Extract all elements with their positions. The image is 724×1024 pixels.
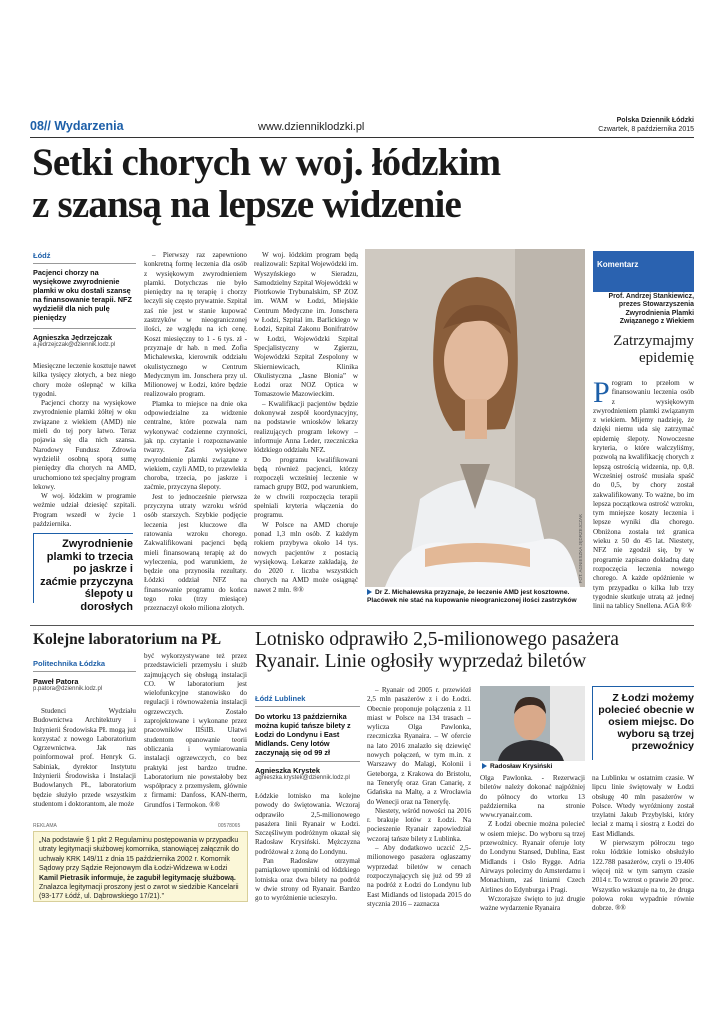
comment-byline: Prof. Andrzej Stankiewicz, prezes Stowarzyszenia Zwyrodnienia Plamki Związanego z Wiekiem <box>608 293 694 325</box>
paragraph: Z Łodzi obecnie można polecieć w osiem miejsc. Do wyboru są trzej przewoźnicy. Ryanair oferuje loty do Londynu Stansed, Dublina, East Midlands i Oslo Rygge. Adria Airways polecimy do Amsterdamu i Monachium, zaś liniami Czech Airlines do Edynburga i Pragi. <box>480 820 585 894</box>
airport-author-email[interactable]: agnieszka.krystek@dziennik.lodz.pl <box>255 775 350 781</box>
paragraph: – Aby dodatkowo uczcić 2,5-milionowego pasażera ogłaszamy wyprzedaż biletów w cenach rozpoczynających się już od 99 zł na podróż z Łodzi do Londynu lub East Midlands od listopada 2015 do stycznia 2016 – zaznacza <box>367 844 471 908</box>
airport-lead: Do wtorku 13 października można kupić tańsze bilety z Łodzi do Londynu i East Midlands. Ceny lotów zaczynają się od 99 zł <box>255 712 351 757</box>
notice-text-2: Znalazca legitymacji proszony jest o zwrot w siedzibie Kancelarii (93-177 Łódź, ul. Dąbrowskiego 17/21).” <box>39 884 239 901</box>
paragraph: być wykorzystywane też przez przedstawicieli przemysłu i służb zajmujących się obsługą instalacji CO. W laboratorium jest wielofunkcyjne stanowisko do regulacji i równoważenia instalacji ogrzewczych. Zostało zaprojektowane i wykonane przez pracowników IIŚiIB. Ułatwi studentom opanowanie teorii obliczania i wymiarowania instalacji ogrzewczych, co bez praktyki jest bardzo trudne. Laboratorium nie powstałoby bez współpracy z przemysłem, głównie z firmami: Danfoss, KAN-therm, Grundfos i Termokon. ®® <box>144 652 247 809</box>
author-name: Agnieszka Jędrzejczak <box>33 333 113 342</box>
paragraph: Pan Radosław otrzymał pamiątkowe upominki od łódzkiego lotniska oraz dwa bilety na podróż w dwie strony od Ryanair. Bardzo go to wyróżnienie ucieszyło. <box>255 857 360 903</box>
paragraph: – Ryanair od 2005 r. przewiózł 2,5 mln pasażerów z i do Łodzi. Obecnie proponuje połączenia z 11 miast w Polsce na 134 trasach – wylicza Olga Pawlonka, rzeczniczka Ryanaira. – W ofercie na lato 2016 znalazło się dziewięć nowych połączeń, w tym m.in. z Warszawy do Malagi, Kolonii i Geteborga, z Krakowa do Bristolu, na Teneryfę oraz Gran Canarię, z Gdańska na Maltę, a z Wrocławia do Wenecji oraz na Teneryfę. <box>367 686 471 806</box>
photo-caption: Dr Z. Michalewska przyznaje, że leczenie AMD jest kosztowne. Placówek nie stać na kupowanie nieograniczonej ilości zastrzyków <box>367 589 577 604</box>
paragraph: Olga Pawlonka. - Rezerwacji biletów należy dokonać najpóźniej do północy do wtorku 13 października na stronie www.ryanair.com. <box>480 774 585 820</box>
airport-pull-quote-box <box>592 686 694 760</box>
drop-cap: P <box>593 376 610 409</box>
comment-header <box>593 251 694 269</box>
passenger-photo <box>480 686 585 761</box>
airport-headline-1: Lotnisko odprawiło 2,5-milionowego pasażera <box>255 629 619 650</box>
paper-name: Polska Dziennik Łódzki <box>616 117 694 124</box>
paragraph: Niestety, wśród nowości na 2016 r. brakuje lotów z Łodzi. Na pocieszenie Ryanair zapowiedział wczoraj tańsze bilety z Lublinka. <box>367 806 471 843</box>
main-col-1 <box>33 251 136 529</box>
issue-date: Czwartek, 8 października 2015 <box>598 126 694 133</box>
paragraph: Jest to jednocześnie pierwsza przyczyna utraty wzroku wśród osób starszych. Szybkie podjęcie leczenia jest kluczowe dla ratowania wzroku chorego. Zakwalifikowani pacjenci będą mieli finansowaną terapię aż do wyleczenia, pod warunkiem, że będzie ona przynosiła rezultaty. Łódzki oddział NFZ na finansowanie programu do końca tego roku (trzy miesiące) przeznaczył około miliona złotych. <box>144 492 247 613</box>
comment-photo-strip <box>593 269 694 292</box>
website-url[interactable]: www.dzienniklodzki.pl <box>258 121 365 133</box>
notice-box <box>33 831 248 902</box>
pull-quote: Zwyrodnienie plamki to trzecia po jaskrze i zaćmie przyczyna ślepoty u dorosłych <box>40 538 133 613</box>
paragraph: Pacjenci chorzy na wysiękowe zwyrodnienie plamki żółtej w oku związane z wiekiem (AMD) nie mieli do tej pory łatwo. Teraz pojawia się dla nich szansa. Narodowy Fundusz Zdrowia wydzielił osobną sporą sumę pieniędzy dla chorych na AMD, uruchomiono też specjalny program lekowy. <box>33 399 136 491</box>
headline-line-2: z szansą na lepsze widzenie <box>32 183 462 226</box>
notice-bold: Kamil Pietrasik informuje, że zagubił legitymację służbową. <box>39 874 236 882</box>
main-col-3 <box>254 251 358 595</box>
passenger-illustration <box>480 686 585 761</box>
paragraph: Wczorajsze święto to już drugie ważne wydarzenie Ryanaira <box>480 894 585 913</box>
lab-author-email[interactable]: p.patora@dziennik.lodz.pl <box>33 686 103 692</box>
comment-text: rogram to przełom w finansowaniu leczenia osób z wysiękowym zwyrodnieniem plamki związanym z wiekiem. Mijemy nadzieję, że dzięki niemu uda się zatrzymać epidemię ślepoty. Nowoczesne kryteria, o które walczyliśmy, pozwolą na kwalifikację chorych z lepszą ostrością widzenia, np. 0,8. Wcześniej ostrość musiała spaść do 0,5, by chory został zakwalifikowany. To ważne, bo im lepsza początkowa ostrość wzroku, tym mniejsze koszty leczenia i lepsze wyniki dla chorego. Obniżona została też granica wieku z 50 do 45 lat. Niestety, NFZ nie zgodził się, by w programie zapisano dokładną datę rozpoczęcia leczenia nowego chorego. A każde opóźnienie w tym przypadku o kilka lub trzy tygodnie skutkuje utratą aż jednej linii na tablicy Snellena. AGA ®® <box>593 379 694 611</box>
lab-author: Paweł Patora <box>33 677 79 686</box>
airport-col-2 <box>367 686 471 909</box>
comment-label: Komentarz <box>597 260 639 269</box>
passenger-caption: Radosław Krysiński <box>482 763 582 771</box>
paragraph: W pierwszym półroczu tego roku łódzkie lotnisko obsłużyło 122.788 pasażerów, czyli o 19.406 więcej niż w tym samym czasie 2014 r. To wzrost o prawie 20 proc. Wszystko wskazuje na to, że druga połowa roku wypadnie równie dobrze. ®® <box>592 839 694 913</box>
paragraph: Studenci Wydziału Budownictwa Architektury i Inżynierii Środowiska PŁ mogą już korzystać z nowego Laboratorium Ogrzewnictwa. Jak nas poinformował prof. Henryk G. Sabiniak, dyrektor Instytutu Inżynierii Środowiska i Instalacji Budowlanych PŁ, laboratorium będzie służyło przede wszystkim studentom i doktorantom, ale może <box>33 707 136 808</box>
airport-pull-quote: Z Łodzi możemy polecieć obecnie w osiem miejsc. Do wyboru są trzej przewoźnicy <box>598 692 694 752</box>
doctor-photo <box>365 249 585 587</box>
main-headline <box>32 142 672 226</box>
author-email[interactable]: a.jedrzejczak@dziennik.lodz.pl <box>33 342 116 348</box>
caption-triangle-icon <box>367 589 372 595</box>
notice-id: 00578065 <box>218 823 241 829</box>
doctor-illustration <box>365 249 585 587</box>
headline-line-1: Setki chorych w woj. łódzkim <box>32 141 501 184</box>
article-body <box>33 362 136 529</box>
airport-headline <box>255 629 700 673</box>
comment-title: Zatrzymajmy epidemię <box>613 333 694 366</box>
paragraph: Miesięczne leczenie kosztuje nawet kilka tysięcy złotych, a bez niego chory może oślepnąć w kilka tygodni. <box>33 362 136 398</box>
main-col-2 <box>144 251 247 614</box>
article-lead: Pacjenci chorzy na wysiękowe zwyrodnienie plamki w oku dostali szansę na finansowanie terapii. NFZ wydzielił dla nich pulę pieniędzy <box>33 268 132 322</box>
paragraph: Plamka to miejsce na dnie oka odpowiedzialne za widzenie centralne, które pozwala nam wykonywać codzienne czynności, jak np. czytanie i rozpoznawanie twarzy. Zaś wysiękowe zwyrodnienie plamki związane z wiekiem, czyli AMD, to przewlekła choroba, trzecia, po jaskrze i zaćmie, przyczyna ślepoty. <box>144 399 247 492</box>
pull-quote-box <box>33 533 133 613</box>
paragraph: na Lublinku w ostatnim czasie. W lipcu linie świętowały w Łodzi obsługę 40 mln pasażerów w Polsce. Wtedy wyróżniony został trzylatni Jakub Przybylski, który leciał z mamą i siostrą z Łodzi do East Midlands. <box>592 774 694 838</box>
notice-label: REKLAMA <box>33 823 57 829</box>
paragraph: W Polsce na AMD choruje ponad 1,3 mln osób. Z każdym rokiem przybywa około 14 tys. nowych pacjentów z postacią wysiękową. Lekarze zakładają, że do 2020 r. liczba wszystkich chorych na AMD może osiągnąć nawet 2 mln. ®® <box>254 520 358 594</box>
airport-location: Łódź Lublinek <box>255 694 306 703</box>
lab-col-1 <box>33 707 136 809</box>
paragraph: Łódzkie lotnisko ma kolejne powody do świętowania. Wczoraj odprawiło 2,5-milionowego pasażera linii Ryanair w Łodzi. Szczęśliwym podróżnym okazał się Radosław Krysiński. Mężczyzna podróżował z żoną do Londynu. <box>255 792 360 856</box>
airport-headline-2: Ryanair. Linie ogłosiły wyprzedaż biletów <box>255 651 587 672</box>
article-location: Łódź <box>33 251 51 260</box>
photo-credit: FOT. AGNIESZKA JĘDRZEJCZAK <box>578 513 583 583</box>
header-rule <box>30 137 694 138</box>
notice-text: „Na podstawie § 1 pkt 2 Regulaminu postępowania w przypadku utraty legitymacji służbowej komornika, stanowiącej załącznik do uchwały KRK 149/11 z dnia 15 października 2002 r. Komornik Sądowy przy Sądzie Rejonowym dla Łodzi-Widzewa w Łodzi <box>39 837 239 873</box>
airport-col-4 <box>592 774 694 913</box>
caption-triangle-icon <box>482 763 487 769</box>
paragraph: Do programu kwalifikowani będą również pacjenci, którzy rozpoczęli wcześniej leczenie w ramach grupy B02, pod warunkiem, że w chwili rozpoczęcia terapii spełniali kryteria włączenia do programu. <box>254 455 358 520</box>
paragraph: W woj. łódzkim program będą realizowali: Szpital Wojewódzki im. Wyszyńskiego w Sieradzu, Samodzielny Szpital Wojewódzki w Piotrkowie Trybunalskim, SP ZOZ im. WAM w Łodzi, Miejskie Centrum Medyczne im. Jonschera w Łodzi, Szpital im. Barlickiego w Łodzi, Szpital Zakonu Bonifratrów w Łodzi, Wojewódzki Szpital Specjalistyczny w Zgierzu, Wojewódzki Szpital Zespolony w Skierniewicach, Klinika Okulistyczna „Jasne Błonia” w Łodzi oraz NOZ Optica w Tomaszowie Mazowieckim. <box>254 251 358 399</box>
lab-location: Politechnika Łódzka <box>33 659 106 668</box>
airport-author: Agnieszka Krystek <box>255 766 320 775</box>
paragraph: – Pierwszy raz zapewniono konkretną formę leczenia dla osób z wysiękowym zwyrodnieniem plamki. Dotychczas nie było pieniędzy na tę terapię i chorzy leczyli się często prywatnie. Szpital zaś nie jest w stanie kupować zastrzyków w nieograniczonej ilości, ze względu na ich cenę. Koszt miesięczny to 1 - 6 tys. zł - przyznaje dr hab. n med. Zofia Michalewska, kierownik oddziału okulistycznego w Centrum Medycznym im. Jonschera przy ul. Milionowej w Łodzi, które będzie realizowało program. <box>144 251 247 399</box>
paragraph: – Kwalifikacji pacjentów będzie dokonywał zespół koordynacyjny, na podstawie wniosków lekarzy realizujących program lekowy – informuje Anna Leder, rzeczniczka łódzkiego oddziału NFZ. <box>254 399 358 455</box>
airport-col-3 <box>480 774 585 913</box>
paragraph: W woj. łódzkim w programie weźmie udział dziesięć szpitali. Program wszedł w życie 1 października. <box>33 492 136 529</box>
lab-col-2 <box>144 652 247 810</box>
page-section: 08// Wydarzenia <box>30 119 124 133</box>
section-rule <box>30 625 694 626</box>
lab-headline: Kolejne laboratorium na PŁ <box>33 631 222 648</box>
airport-col-1 <box>255 694 360 904</box>
comment-body <box>593 376 694 611</box>
